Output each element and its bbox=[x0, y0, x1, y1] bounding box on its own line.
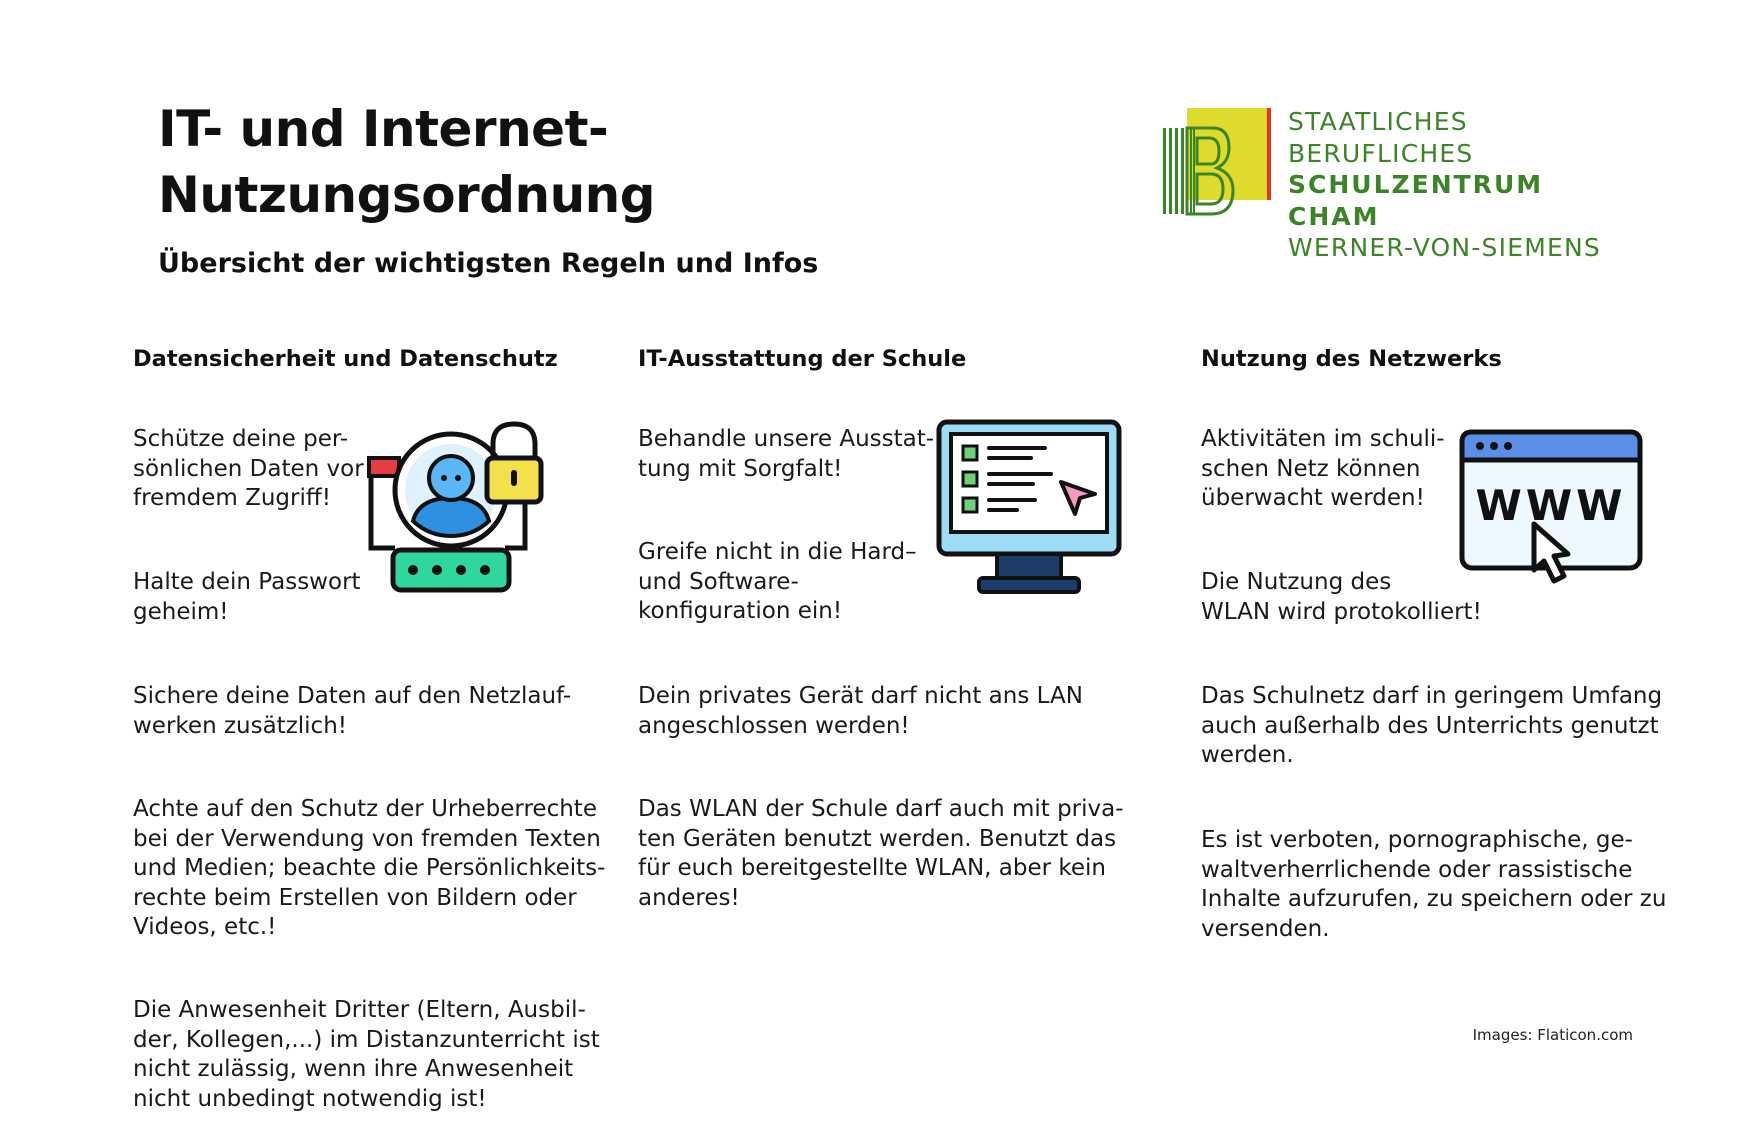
user-lock-password-icon bbox=[365, 418, 550, 596]
rule-text: Behandle unsere Ausstat- tung mit Sorgfalt! bbox=[638, 426, 935, 482]
column-heading: IT-Ausstattung der Schule bbox=[638, 346, 967, 372]
rule-text: Greife nicht in die Hard– und Software- konfiguration ein! bbox=[638, 539, 917, 624]
rule-text: Das Schulnetz darf in geringem Umfang auch außerhalb des Unterrichts genutzt werden. bbox=[1201, 683, 1663, 768]
rule-text: Das WLAN der Schule darf auch mit priva- ten Geräten benutzt werden. Benutzt das für euch bereitgestellte WLAN, aber kein anderes! bbox=[638, 796, 1124, 911]
page-title-line-1: IT- und Internet- bbox=[158, 100, 609, 158]
rule-text: Die Anwesenheit Dritter (Eltern, Ausbil- der, Kollegen,...) im Distanzunterricht ist nicht zulässig, wenn ihre Anwesenheit nicht unbedingt notwendig ist! bbox=[133, 997, 600, 1112]
school-logo bbox=[1163, 106, 1643, 262]
school-logo-mark bbox=[1163, 106, 1271, 218]
rule-text: Die Nutzung des WLAN wird protokolliert! bbox=[1201, 569, 1482, 625]
image-credit: Images: Flaticon.com bbox=[1472, 1026, 1633, 1044]
www-label: WWW bbox=[1475, 481, 1627, 530]
school-logo-line-3: WERNER-VON-SIEMENS bbox=[1288, 233, 1601, 262]
column-heading: Datensicherheit und Datenschutz bbox=[133, 346, 558, 372]
school-logo-line-2: SCHULZENTRUM CHAM bbox=[1288, 170, 1544, 231]
rule-text: Halte dein Passwort geheim! bbox=[133, 569, 361, 625]
rule-text: Schütze deine per- sönlichen Daten vor fremdem Zugriff! bbox=[133, 426, 364, 511]
rule-text: Achte auf den Schutz der Urheberrechte bei der Verwendung von fremden Texten und Medien; beachte die Persönlichkeits- rechte beim Erstellen von Bildern oder Videos, etc.! bbox=[133, 796, 606, 940]
page-title-line-2: Nutzungsordnung bbox=[158, 166, 656, 224]
page-subtitle: Übersicht der wichtigsten Regeln und Infos bbox=[158, 248, 819, 279]
rule-text: Dein privates Gerät darf nicht ans LAN angeschlossen werden! bbox=[638, 683, 1083, 739]
rule-text: Aktivitäten im schuli- schen Netz können überwacht werden! bbox=[1201, 426, 1445, 511]
rule-text: Sichere deine Daten auf den Netzlauf- werken zusätzlich! bbox=[133, 683, 572, 739]
rule-text: Es ist verboten, pornographische, ge- waltverherrlichende oder rassistische Inhalte aufzurufen, zu speichern oder zu versenden. bbox=[1201, 827, 1667, 942]
page-title bbox=[158, 96, 655, 228]
school-logo-line-1: STAATLICHES BERUFLICHES bbox=[1288, 107, 1474, 168]
monitor-checklist-icon bbox=[935, 418, 1125, 600]
browser-www-cursor-icon bbox=[1456, 428, 1646, 588]
column-heading: Nutzung des Netzwerks bbox=[1201, 346, 1502, 372]
